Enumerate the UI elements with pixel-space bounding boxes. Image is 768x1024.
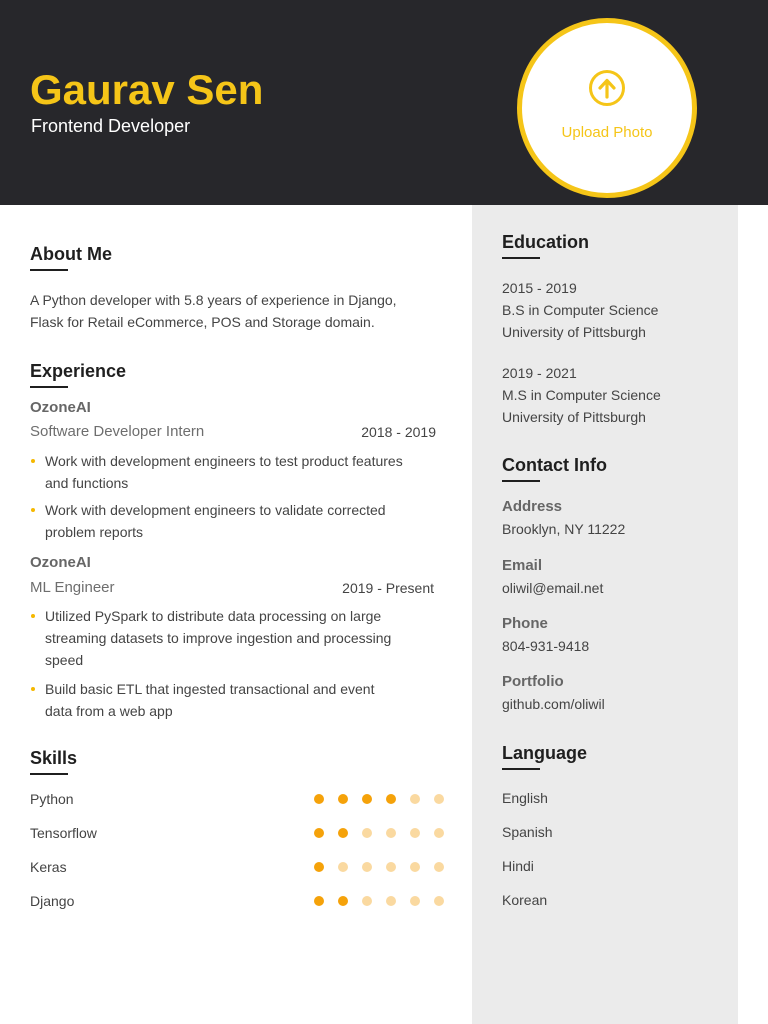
job-bullet: Work with development engineers to test product features and functions	[45, 450, 405, 494]
skill-row	[30, 789, 444, 809]
skill-dot-empty	[410, 862, 420, 872]
skill-dot-empty	[362, 896, 372, 906]
language-item: Hindi	[502, 858, 534, 874]
skill-dot-empty	[410, 896, 420, 906]
contact-label-portfolio: Portfolio	[502, 673, 564, 690]
skill-dot-empty	[410, 828, 420, 838]
education-degree: M.S in Computer Science	[502, 387, 661, 403]
contact-value-email[interactable]: oliwil@email.net	[502, 580, 604, 596]
skill-name: Keras	[30, 859, 67, 875]
job-title: ML Engineer	[30, 579, 115, 596]
skill-dot-filled	[362, 794, 372, 804]
language-item: English	[502, 790, 548, 806]
upload-photo-button[interactable]	[517, 18, 697, 198]
education-years: 2019 - 2021	[502, 365, 577, 381]
about-text: A Python developer with 5.8 years of experience in Django, Flask for Retail eCommerce, POS and Storage domain.	[30, 292, 397, 330]
skill-dot-filled	[338, 828, 348, 838]
job-bullet: Work with development engineers to validate corrected problem reports	[45, 499, 405, 543]
section-title-education: Education	[502, 232, 590, 252]
education-degree: B.S in Computer Science	[502, 302, 659, 318]
candidate-role: Frontend Developer	[31, 116, 191, 136]
skill-dot-filled	[314, 862, 324, 872]
skill-dot-empty	[362, 828, 372, 838]
job-dates: 2019 - Present	[342, 580, 434, 596]
contact-label-phone: Phone	[502, 615, 548, 632]
language-item: Korean	[502, 892, 548, 908]
skill-name: Python	[30, 791, 74, 807]
skill-dot-filled	[314, 794, 324, 804]
skill-dot-empty	[338, 862, 348, 872]
job-bullet: Utilized PySpark to distribute data processing on large streaming datasets to improve ingestion and processing speed	[45, 605, 405, 671]
section-title-contact: Contact Info	[502, 455, 607, 475]
section-divider	[502, 768, 540, 770]
education-school: University of Pittsburgh	[502, 324, 646, 340]
skill-level-dots	[314, 862, 444, 872]
upload-arrow-icon	[588, 69, 626, 107]
education-school: University of Pittsburgh	[502, 409, 646, 425]
section-divider	[30, 773, 68, 775]
skill-dot-empty	[386, 862, 396, 872]
skill-dot-empty	[410, 794, 420, 804]
skill-dot-empty	[386, 828, 396, 838]
skill-dot-filled	[386, 794, 396, 804]
section-divider	[30, 386, 68, 388]
job-title: Software Developer Intern	[30, 423, 205, 440]
candidate-name: Gaurav Sen	[30, 66, 264, 113]
education-years: 2015 - 2019	[502, 280, 577, 296]
skill-dot-empty	[434, 794, 444, 804]
job-bullet: Build basic ETL that ingested transactional and event data from a web app	[45, 678, 405, 722]
skill-row	[30, 891, 444, 911]
skill-row	[30, 857, 444, 877]
job-dates: 2018 - 2019	[361, 424, 436, 440]
skill-dot-filled	[338, 794, 348, 804]
contact-label-address: Address	[502, 498, 563, 515]
section-title-skills: Skills	[30, 748, 78, 768]
skill-dot-filled	[314, 896, 324, 906]
skill-dot-filled	[338, 896, 348, 906]
skill-level-dots	[314, 896, 444, 906]
skill-level-dots	[314, 828, 444, 838]
skill-level-dots	[314, 794, 444, 804]
section-divider	[502, 257, 540, 259]
contact-label-email: Email	[502, 557, 543, 574]
skill-dot-empty	[434, 862, 444, 872]
header-banner	[0, 0, 768, 205]
skill-dot-empty	[434, 828, 444, 838]
section-divider	[502, 480, 540, 482]
section-title-experience: Experience	[30, 361, 127, 381]
contact-value-address: Brooklyn, NY 11222	[502, 521, 626, 537]
skill-dot-empty	[434, 896, 444, 906]
skill-dot-filled	[314, 828, 324, 838]
contact-value-portfolio[interactable]: github.com/oliwil	[502, 696, 605, 712]
skill-dot-empty	[386, 896, 396, 906]
skill-dot-empty	[362, 862, 372, 872]
job-company: OzoneAI	[30, 554, 91, 571]
upload-photo-label: Upload Photo	[561, 124, 653, 141]
language-item: Spanish	[502, 824, 553, 840]
job-company: OzoneAI	[30, 399, 91, 416]
section-title-about: About Me	[30, 244, 112, 264]
skill-name: Tensorflow	[30, 825, 97, 841]
section-divider	[30, 269, 68, 271]
section-title-language: Language	[502, 743, 588, 763]
skill-row	[30, 823, 444, 843]
skill-name: Django	[30, 893, 75, 909]
contact-value-phone: 804-931-9418	[502, 638, 590, 654]
